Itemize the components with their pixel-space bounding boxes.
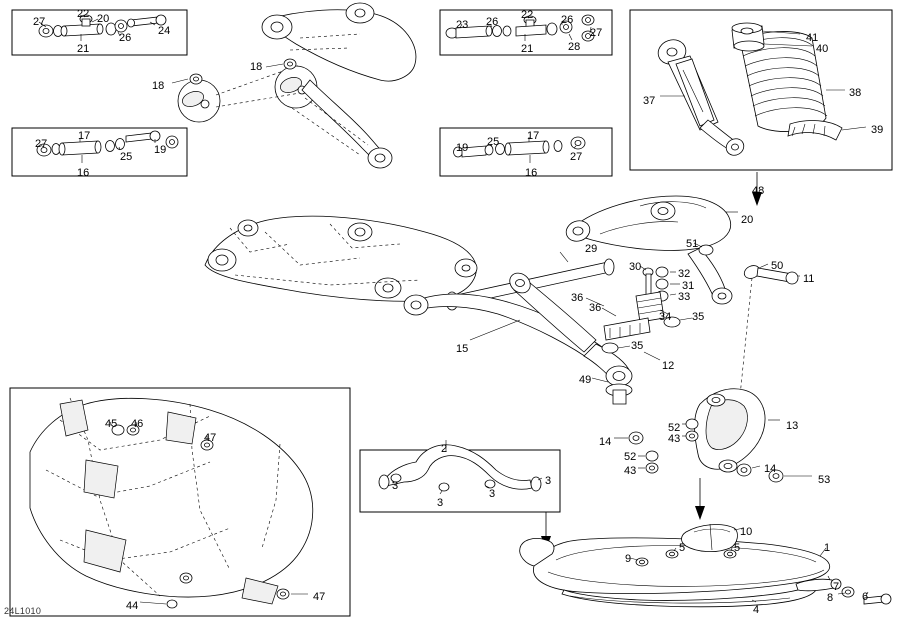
callout-49: 49 (579, 374, 592, 386)
callout-43-b: 43 (624, 465, 637, 477)
tie-rod-11 (740, 260, 800, 396)
callout-29: 29 (585, 243, 598, 255)
callout-43-a: 43 (668, 433, 681, 445)
callout-27-b: 27 (590, 27, 603, 39)
steering-knuckle-13 (614, 389, 812, 482)
callout-40: 40 (816, 43, 829, 55)
callout-52-b: 52 (624, 451, 637, 463)
callout-26-a: 26 (119, 32, 132, 44)
callout-3-c: 3 (489, 488, 496, 500)
callout-26-b: 26 (486, 16, 499, 28)
callout-34: 34 (659, 311, 672, 323)
callout-14-a: 14 (599, 436, 612, 448)
ski-assembly (520, 524, 891, 607)
shock-absorber-group (655, 23, 866, 158)
callout-51: 51 (686, 238, 699, 250)
callout-16-a: 16 (77, 167, 90, 179)
callout-46: 46 (131, 418, 144, 430)
callout-30: 30 (629, 261, 642, 273)
callout-24: 24 (158, 25, 171, 37)
callout-22-a: 22 (77, 8, 90, 20)
callout-35-a: 35 (692, 311, 705, 323)
callout-17-b: 17 (527, 130, 540, 142)
callout-18-b: 18 (250, 61, 263, 73)
callout-19-b: 19 (456, 142, 469, 154)
callout-27-d: 27 (570, 151, 583, 163)
callout-16-b: 16 (525, 167, 538, 179)
arrow-knuckle-to-ski (695, 478, 705, 520)
callout-14-b: 14 (764, 463, 777, 475)
hardware-group-mid-right (454, 137, 586, 163)
callout-47-a: 47 (204, 432, 217, 444)
callout-11: 11 (803, 273, 815, 285)
callout-37: 37 (643, 95, 656, 107)
callout-50: 50 (771, 260, 784, 272)
upper-suspension-ghost (216, 3, 416, 168)
callout-53: 53 (818, 474, 831, 486)
callout-48: 48 (752, 185, 765, 197)
callout-12: 12 (662, 360, 675, 372)
callout-26-c: 26 (561, 14, 574, 26)
callout-38: 38 (849, 87, 862, 99)
callout-21-b: 21 (521, 43, 534, 55)
callout-28: 28 (568, 41, 581, 53)
callout-19-a: 19 (154, 144, 167, 156)
callout-23: 23 (456, 19, 469, 31)
callout-3-a: 3 (392, 480, 399, 492)
callout-36-a: 36 (571, 292, 584, 304)
callout-5-a: 5 (679, 542, 686, 554)
callout-2: 2 (441, 443, 448, 455)
callout-25-b: 25 (487, 136, 500, 148)
callout-21-a: 21 (77, 43, 90, 55)
callout-39: 39 (871, 124, 884, 136)
callout-4: 4 (753, 604, 760, 616)
callout-44: 44 (126, 600, 139, 612)
callout-9: 9 (625, 553, 632, 565)
callout-17-a: 17 (78, 130, 91, 142)
callout-31: 31 (682, 280, 695, 292)
callout-41: 41 (806, 32, 819, 44)
callout-27-c: 27 (35, 138, 48, 150)
callout-45: 45 (105, 418, 118, 430)
chassis-ghost (205, 216, 477, 301)
part-code-label: 24L1010 (4, 606, 42, 616)
callout-7: 7 (833, 581, 840, 593)
callout-35-b: 35 (631, 340, 644, 352)
callout-52-a: 52 (668, 422, 681, 434)
sway-bar-group (379, 440, 542, 494)
callout-5-b: 5 (734, 542, 741, 554)
callout-33: 33 (678, 291, 691, 303)
callout-25-a: 25 (120, 151, 133, 163)
callout-15: 15 (456, 343, 469, 355)
callout-32: 32 (678, 268, 691, 280)
callout-8: 8 (827, 592, 834, 604)
callout-20-b: 20 (741, 214, 754, 226)
callout-22-b: 22 (521, 9, 534, 21)
callout-13: 13 (786, 420, 799, 432)
callout-6: 6 (862, 591, 869, 603)
frame-ghost (30, 398, 313, 608)
callout-18-a: 18 (152, 80, 165, 92)
callout-3-d: 3 (437, 497, 444, 509)
callout-36-b: 36 (589, 302, 602, 314)
callout-10: 10 (740, 526, 753, 538)
callout-20-a: 20 (97, 13, 110, 25)
callout-27-a: 27 (33, 16, 46, 28)
callout-47-b: 47 (313, 591, 326, 603)
callout-1: 1 (824, 542, 831, 554)
callout-3-b: 3 (545, 475, 552, 487)
